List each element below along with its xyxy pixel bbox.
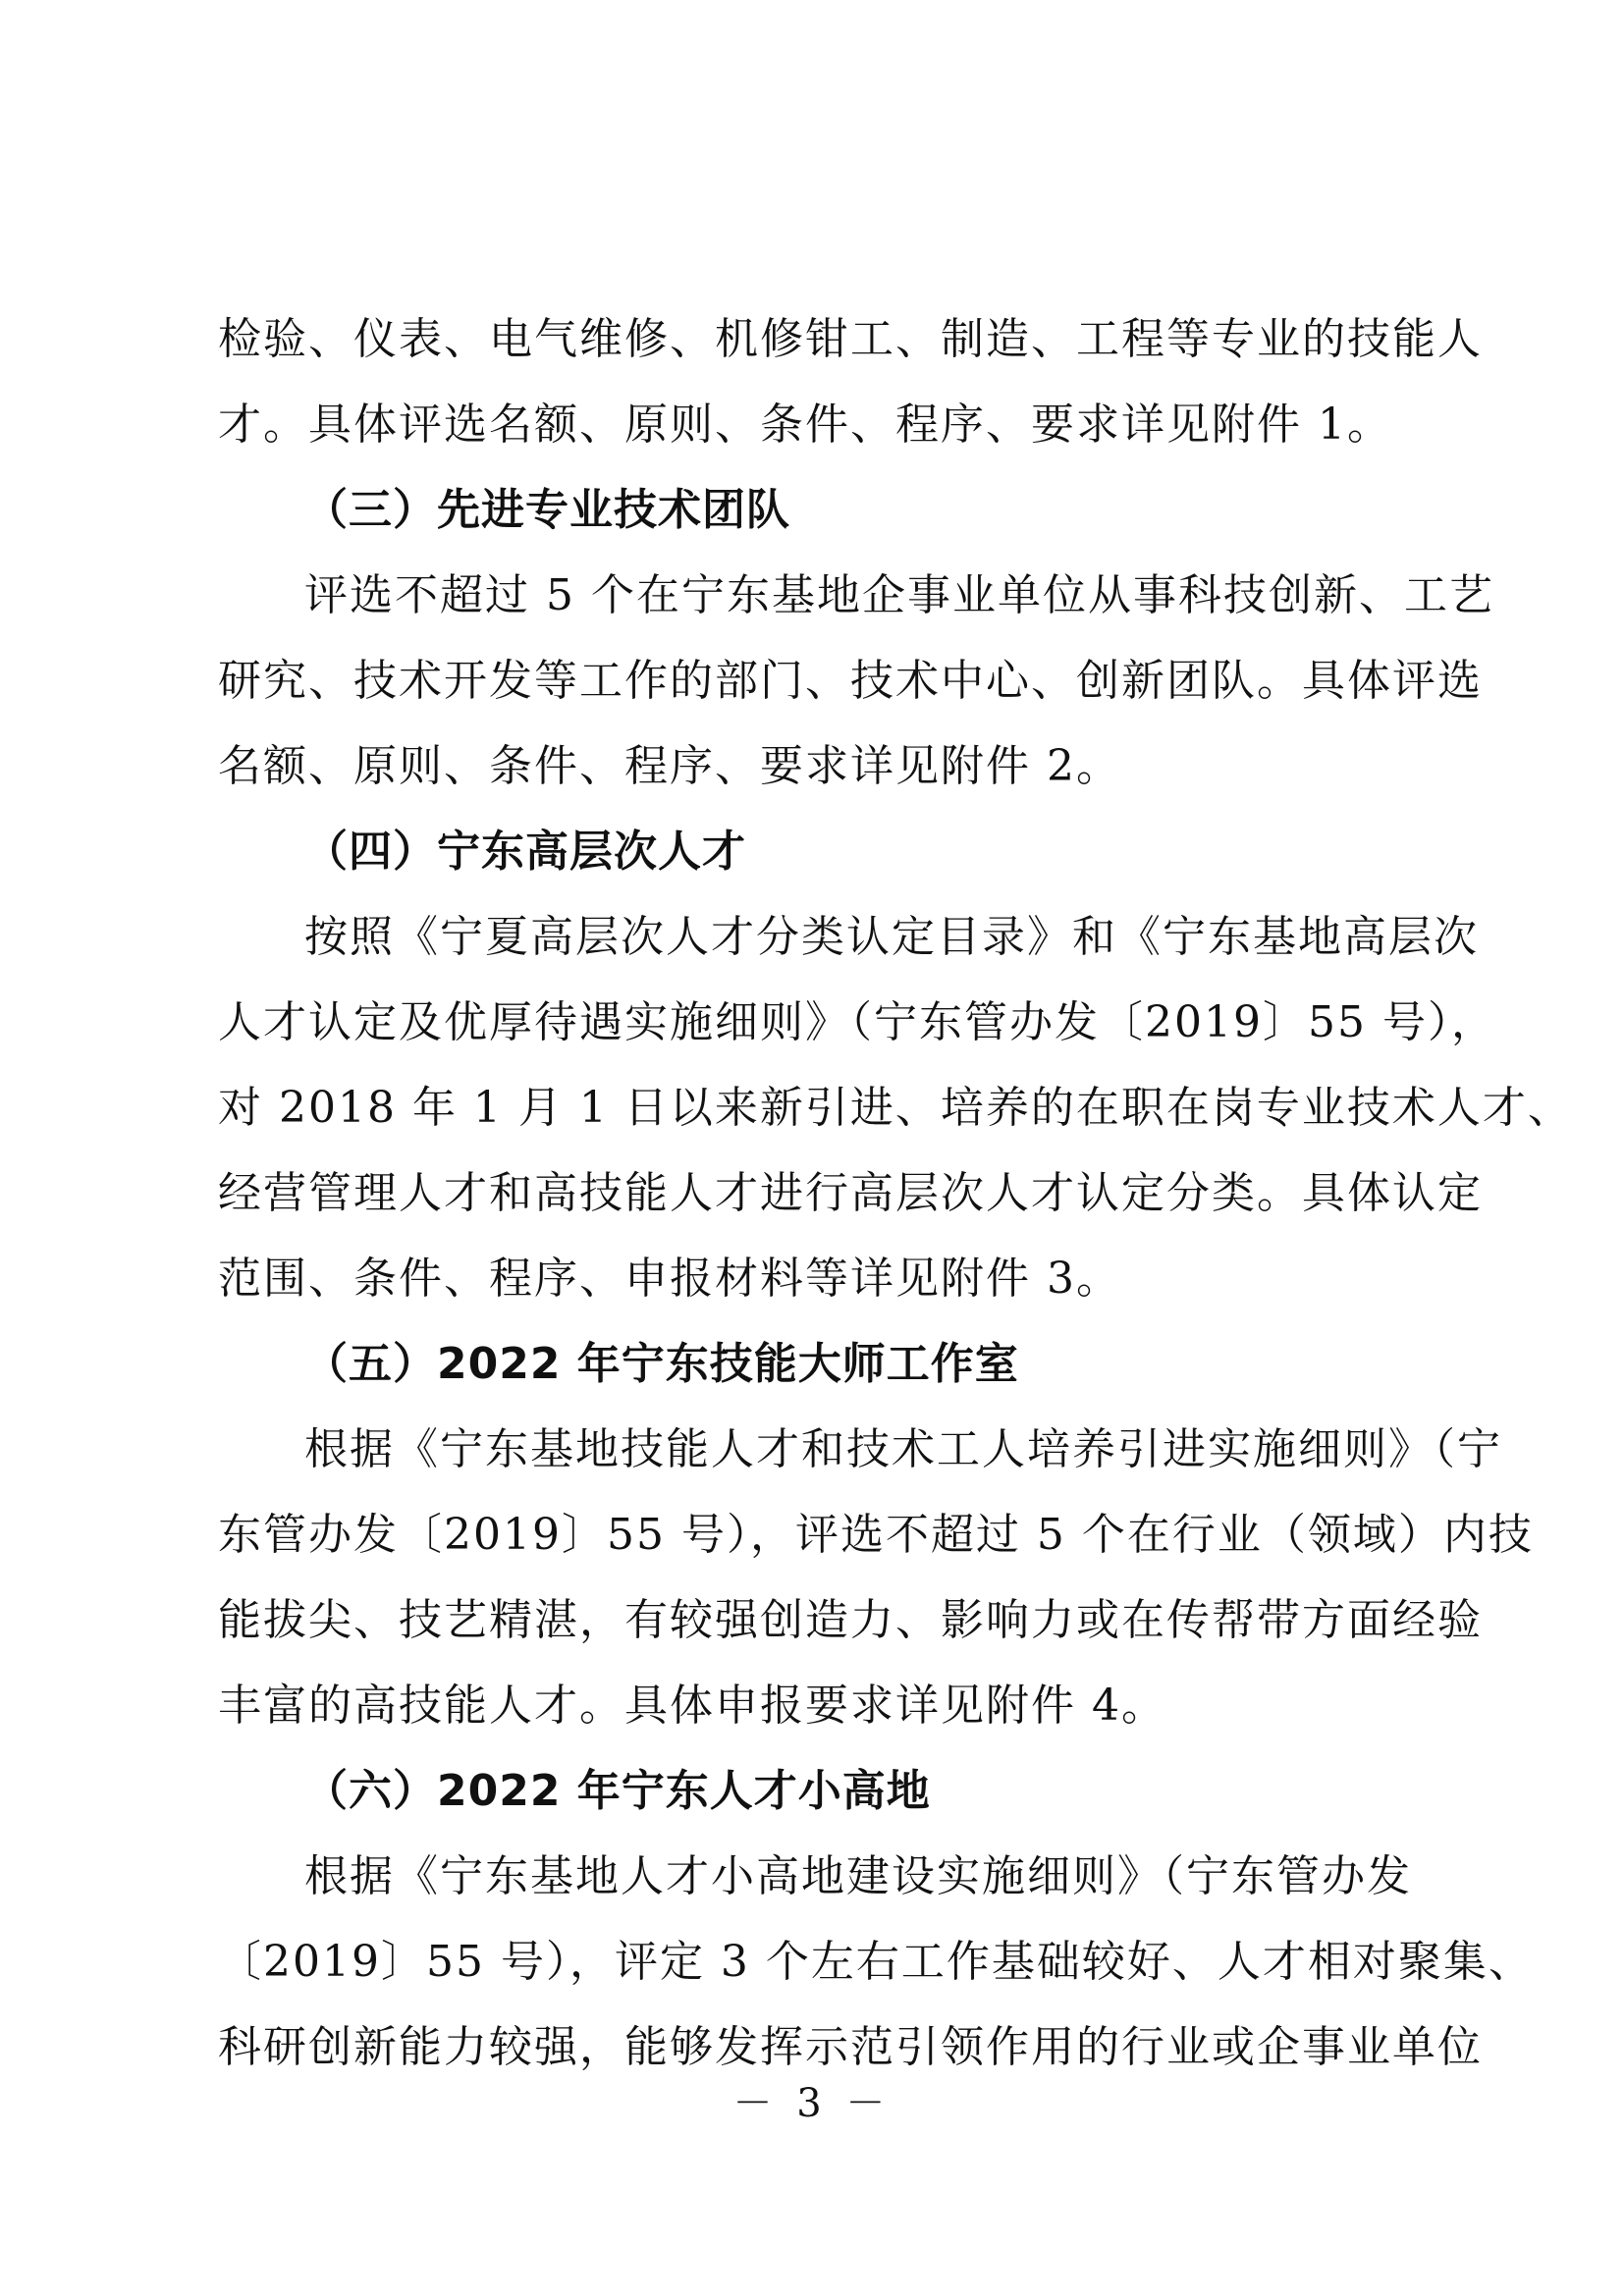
section-heading-3: （三）先进专业技术团队 [304, 485, 790, 535]
paragraph-line: 东管办发〔2019〕55 号），评选不超过 5 个在行业（领域）内技 [218, 1510, 1534, 1560]
paragraph-line: 经营管理人才和高技能人才进行高层次人才认定分类。具体认定 [218, 1168, 1483, 1218]
paragraph-line: 按照《宁夏高层次人才分类认定目录》和《宁东基地高层次 [304, 912, 1479, 962]
paragraph-line: 才。具体评选名额、原则、条件、程序、要求详见附件 1。 [218, 400, 1392, 450]
paragraph-line: 根据《宁东基地技能人才和技术工人培养引进实施细则》（宁 [304, 1424, 1502, 1474]
paragraph-line: 〔2019〕55 号），评定 3 个左右工作基础较好、人才相对聚集、 [218, 1937, 1534, 1987]
page-number: － 3 － [732, 2081, 892, 2126]
paragraph-line: 丰富的高技能人才。具体申报要求详见附件 4。 [218, 1681, 1166, 1731]
paragraph-line: 科研创新能力较强，能够发挥示范引领作用的行业或企事业单位 [218, 2022, 1483, 2072]
paragraph-line: 能拔尖、技艺精湛，有较强创造力、影响力或在传帮带方面经验 [218, 1595, 1483, 1645]
paragraph-line: 评选不超过 5 个在宁东基地企事业单位从事科技创新、工艺 [304, 570, 1494, 620]
section-heading-4: （四）宁东高层次人才 [304, 827, 746, 877]
section-heading-5: （五）2022 年宁东技能大师工作室 [304, 1339, 1019, 1389]
paragraph-line: 检验、仪表、电气维修、机修钳工、制造、工程等专业的技能人 [218, 314, 1483, 364]
paragraph-line: 范围、条件、程序、申报材料等详见附件 3。 [218, 1254, 1121, 1304]
paragraph-line: 根据《宁东基地人才小高地建设实施细则》（宁东管办发 [304, 1851, 1412, 1901]
section-heading-6: （六）2022 年宁东人才小高地 [304, 1766, 931, 1816]
paragraph-line: 研究、技术开发等工作的部门、技术中心、创新团队。具体评选 [218, 656, 1483, 706]
paragraph-line: 名额、原则、条件、程序、要求详见附件 2。 [218, 741, 1121, 791]
paragraph-line: 人才认定及优厚待遇实施细则》（宁东管办发〔2019〕55 号）， [218, 997, 1496, 1047]
paragraph-line: 对 2018 年 1 月 1 日以来新引进、培养的在职在岗专业技术人才、 [218, 1083, 1573, 1133]
